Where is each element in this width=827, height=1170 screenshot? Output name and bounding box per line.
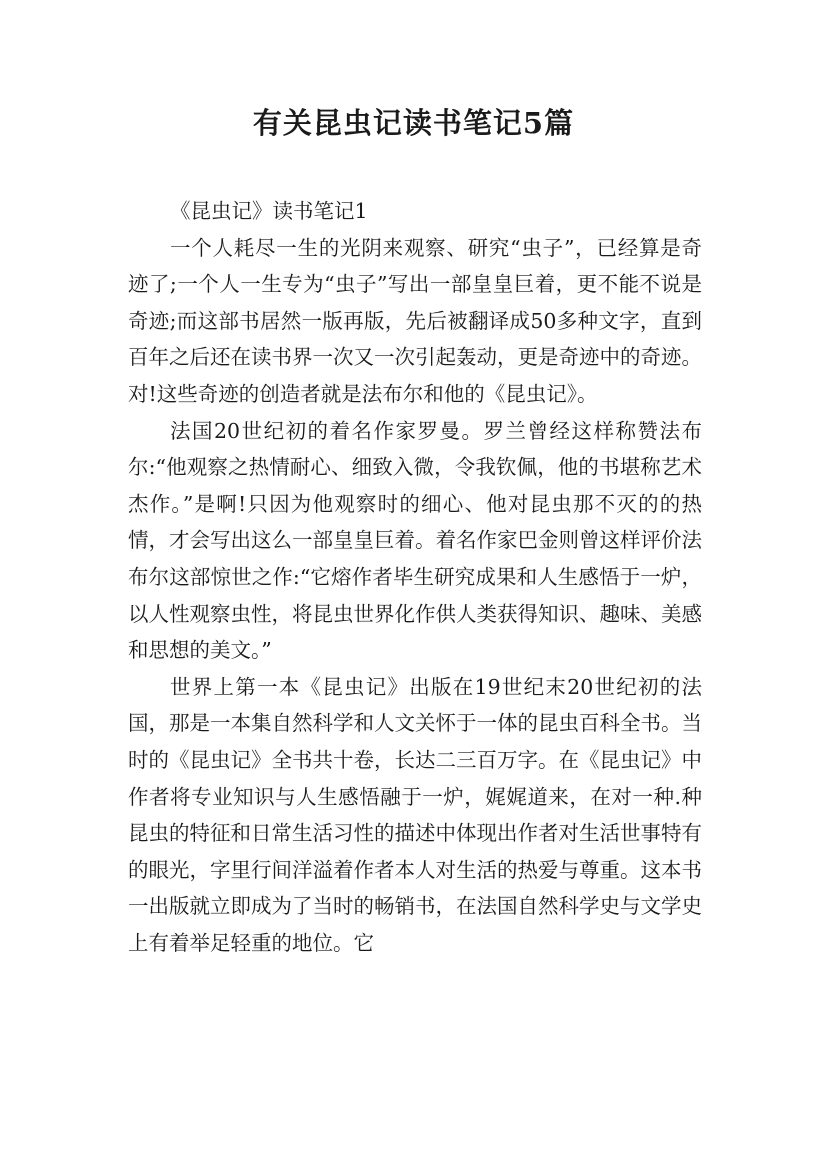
paragraph-3: 世界上第一本《昆虫记》出版在19世纪末20世纪初的法国，那是一本集自然科学和人文关怀于一体的昆虫百科全书。当时的《昆虫记》全书共十卷，长达二三百万字。在《昆虫记》中作者将专业知识与人生感悟融于一炉，娓娓道来，在对一种.种昆虫的特征和日常生活习性的描述中体现出作者对生活世事特有的眼光，字里行间洋溢着作者本人对生活的热爱与尊重。这本书一出版就立即成为了当时的畅销书，在法国自然科学史与文学史上有着举足轻重的地位。它	[128, 674, 702, 955]
document-title: 有关昆虫记读书笔记5篇	[252, 106, 575, 140]
document-body	[128, 193, 702, 961]
paragraph-2: 法国20世纪初的着名作家罗曼。罗兰曾经这样称赞法布尔:“他观察之热情耐心、细致入微，令我钦佩，他的书堪称艺术杰作。”是啊!只因为他观察时的细心、他对昆虫那不灭的的热情，才会写出这么一部皇皇巨着。着名作家巴金则曾这样评价法布尔这部惊世之作:“它熔作者毕生研究成果和人生感悟于一炉，以人性观察虫性，将昆虫世界化作供人类获得知识、趣味、美感和思想的美文。”	[128, 418, 702, 663]
paragraph-1: 一个人耗尽一生的光阴来观察、研究“虫子”，已经算是奇迹了;一个人一生专为“虫子”写出一部皇皇巨着，更不能不说是奇迹;而这部书居然一版再版，先后被翻译成50多种文字，直到百年之后还在读书界一次又一次引起轰动，更是奇迹中的奇迹。对!这些奇迹的创造者就是法布尔和他的《昆虫记》。	[128, 235, 702, 406]
section-heading: 《昆虫记》读书笔记1	[170, 199, 368, 223]
